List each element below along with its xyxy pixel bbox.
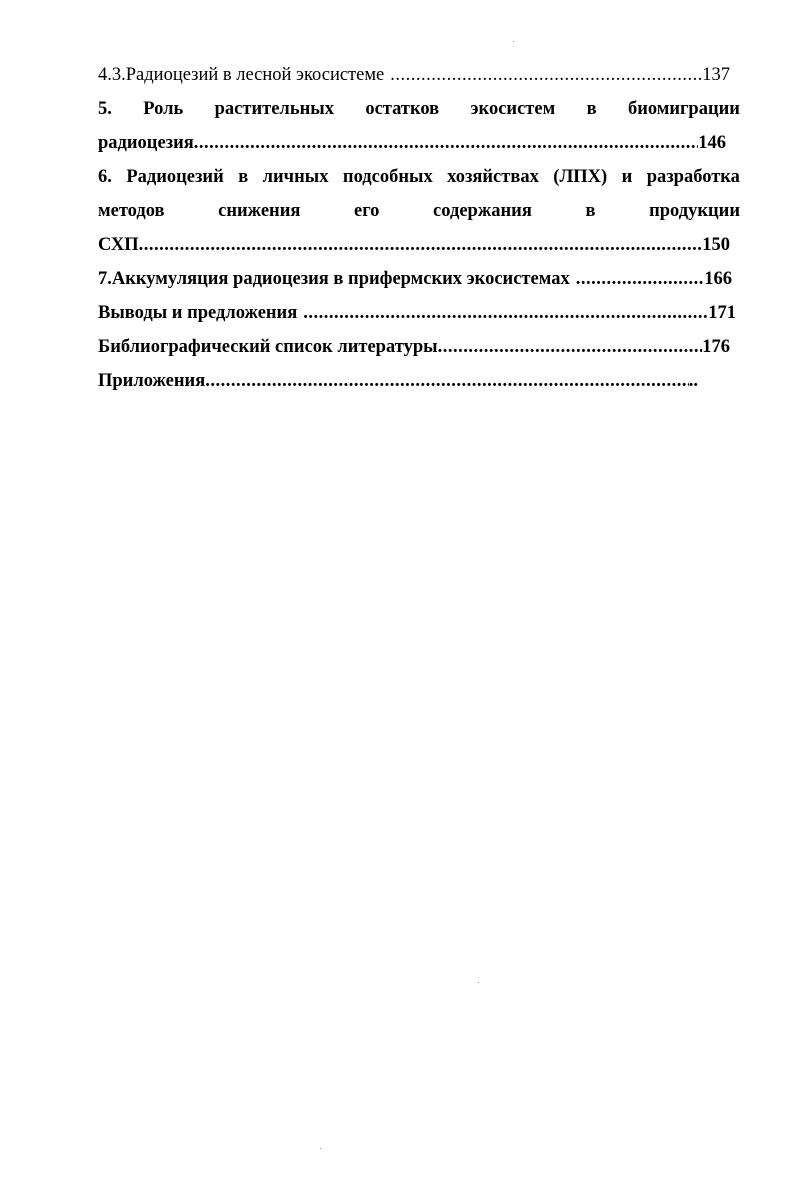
toc-entry-4-3 xyxy=(98,58,730,92)
toc-leader-dots xyxy=(194,126,698,160)
toc-entry-title-continued: радиоцезия xyxy=(98,133,194,153)
toc-word: экосистем xyxy=(470,99,556,119)
toc-entry-7 xyxy=(98,262,732,296)
toc-leader-dots xyxy=(205,364,689,398)
toc-leader-dots xyxy=(303,296,708,330)
toc-word: продукции xyxy=(649,201,740,221)
toc-word: и xyxy=(621,167,633,187)
toc-page-number: 166 xyxy=(704,269,732,289)
toc-entry-6-line-3 xyxy=(98,228,730,262)
toc-entry-6-line-2 xyxy=(98,194,740,228)
toc-word: подсобных xyxy=(342,167,433,187)
toc-word: снижения xyxy=(218,201,301,221)
toc-entry-number: 6. xyxy=(98,167,112,187)
toc-entry-5-line-1 xyxy=(98,92,740,126)
toc-word: остатков xyxy=(365,99,440,119)
toc-word: в xyxy=(238,167,249,187)
toc-entry-number: 5. xyxy=(98,99,112,119)
toc-entry-title-continued: СХП xyxy=(98,235,139,255)
toc-page-number: 150 xyxy=(702,235,730,255)
toc-entry-appendices xyxy=(98,364,698,398)
toc-page-number: 176 xyxy=(702,337,730,357)
toc-entry-number: 4.3. xyxy=(98,65,126,85)
toc-page-number: 137 xyxy=(702,65,730,85)
toc-word: растительных xyxy=(214,99,334,119)
toc-entry-bibliography xyxy=(98,330,730,364)
scan-speck xyxy=(478,982,479,983)
toc-entry-title: Радиоцезий в лесной экосистеме xyxy=(125,65,385,85)
toc-entry-title: Приложения xyxy=(98,371,206,391)
toc-page-number: 146 xyxy=(698,133,726,153)
table-of-contents xyxy=(98,58,740,398)
toc-page-number: 171 xyxy=(708,303,736,323)
toc-leader-dots xyxy=(390,58,702,92)
toc-leader-dots xyxy=(139,228,703,262)
toc-entry-conclusions xyxy=(98,296,736,330)
scan-speck xyxy=(513,41,514,42)
toc-entry-title: Выводы и предложения xyxy=(98,303,298,323)
toc-entry-title: Аккумуляция радиоцезия в прифермских экосистемах xyxy=(111,269,570,289)
toc-word: методов xyxy=(98,201,165,221)
toc-word: разработка xyxy=(646,167,740,187)
scan-speck xyxy=(320,1148,321,1149)
toc-word: биомиграции xyxy=(627,99,740,119)
toc-word: Радиоцезий xyxy=(126,167,224,187)
toc-leader-dots xyxy=(438,330,703,364)
toc-page-number: .. xyxy=(688,371,698,391)
toc-entry-title: Библиографический список литературы xyxy=(98,337,438,357)
toc-entry-5-line-2 xyxy=(98,126,726,160)
toc-word: содержания xyxy=(433,201,532,221)
toc-word: (ЛПХ) xyxy=(553,167,608,187)
toc-word: Роль xyxy=(143,99,184,119)
toc-word: хозяйствах xyxy=(447,167,539,187)
toc-word: личных xyxy=(262,167,329,187)
toc-word: в xyxy=(585,201,596,221)
toc-entry-6-line-1 xyxy=(98,160,740,194)
toc-word: в xyxy=(586,99,597,119)
toc-leader-dots xyxy=(576,262,705,296)
toc-entry-number: 7. xyxy=(98,269,112,289)
toc-word: его xyxy=(354,201,380,221)
